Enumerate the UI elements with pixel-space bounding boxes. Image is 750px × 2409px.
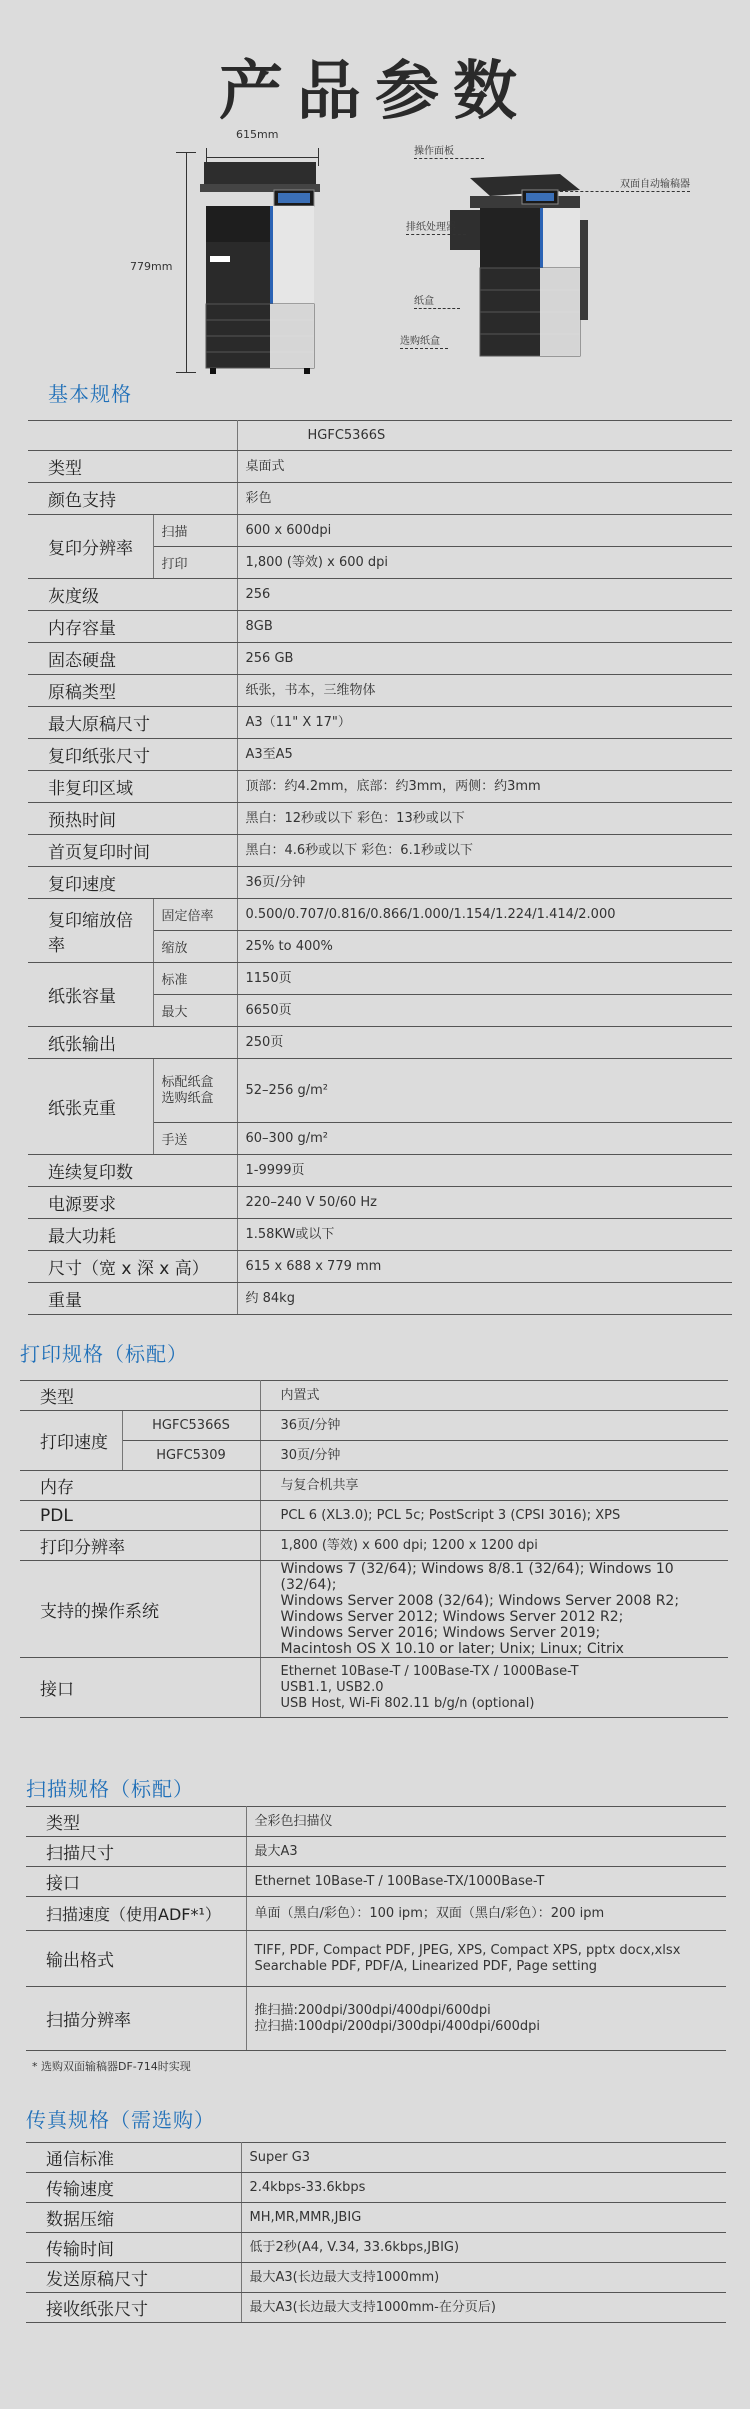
- spec-label: 纸张克重: [28, 1059, 153, 1155]
- spec-value: 8GB: [237, 611, 732, 643]
- spec-label: 接口: [26, 1867, 246, 1897]
- spec-value: 250页: [237, 1027, 732, 1059]
- spec-label: 类型: [20, 1381, 260, 1411]
- spec-value: 顶部：约4.2mm，底部：约3mm，两侧：约3mm: [237, 771, 732, 803]
- scan-footnote: * 选购双面输稿器DF-714时实现: [32, 2060, 191, 2073]
- spec-label: 连续复印数: [28, 1155, 237, 1187]
- spec-label: 打印分辨率: [20, 1531, 260, 1561]
- spec-label: 纸张容量: [28, 963, 153, 1027]
- product-illustration: [0, 120, 750, 375]
- spec-label: 复印速度: [28, 867, 237, 899]
- spec-value: MH,MR,MMR,JBIG: [241, 2203, 726, 2233]
- spec-label: 纸张输出: [28, 1027, 237, 1059]
- spec-value: 黑白：12秒或以下 彩色：13秒或以下: [237, 803, 732, 835]
- fax-spec-table: [26, 2142, 726, 2323]
- spec-value: 约 84kg: [237, 1283, 732, 1315]
- spec-value: 1,800 (等效) x 600 dpi; 1200 x 1200 dpi: [260, 1531, 728, 1561]
- height-dimension-label: 779mm: [130, 260, 173, 273]
- spec-value: Ethernet 10Base-T / 100Base-TX / 1000Base-T USB1.1, USB2.0 USB Host, Wi-Fi 802.11 b/g/n (optional): [260, 1658, 728, 1718]
- spec-label: 非复印区域: [28, 771, 237, 803]
- spec-value: 最大A3: [246, 1837, 726, 1867]
- spec-label: 预热时间: [28, 803, 237, 835]
- spec-value: 0.500/0.707/0.816/0.866/1.000/1.154/1.224/1.414/2.000: [237, 899, 732, 931]
- spec-label: 首页复印时间: [28, 835, 237, 867]
- spec-value: 与复合机共享: [260, 1471, 728, 1501]
- spec-value: A3至A5: [237, 739, 732, 771]
- spec-value: 30页/分钟: [260, 1441, 728, 1471]
- spec-label: 支持的操作系统: [20, 1561, 260, 1658]
- spec-label: 扫描分辨率: [26, 1987, 246, 2051]
- spec-label: 内存容量: [28, 611, 237, 643]
- spec-label: 发送原稿尺寸: [26, 2263, 241, 2293]
- spec-label: 传输时间: [26, 2233, 241, 2263]
- print-spec-table: [20, 1380, 728, 1718]
- spec-sublabel: 手送: [153, 1123, 237, 1155]
- spec-value: 纸张，书本，三维物体: [237, 675, 732, 707]
- spec-label: 固态硬盘: [28, 643, 237, 675]
- spec-value: 内置式: [260, 1381, 728, 1411]
- spec-sublabel: 扫描: [153, 515, 237, 547]
- spec-label: 类型: [28, 451, 237, 483]
- callout-adf: 双面自动输稿器: [560, 175, 690, 192]
- spec-label: 接收纸张尺寸: [26, 2293, 241, 2323]
- spec-value: 220–240 V 50/60 Hz: [237, 1187, 732, 1219]
- spec-value: 单面（黑白/彩色）：100 ipm；双面（黑白/彩色）：200 ipm: [246, 1897, 726, 1931]
- model-header: HGFC5366S: [237, 421, 732, 451]
- spec-value: 1-9999页: [237, 1155, 732, 1187]
- spec-label: 颜色支持: [28, 483, 237, 515]
- spec-sublabel: HGFC5366S: [122, 1411, 260, 1441]
- spec-value: 最大A3(长边最大支持1000mm): [241, 2263, 726, 2293]
- spec-value: 256 GB: [237, 643, 732, 675]
- spec-label: 灰度级: [28, 579, 237, 611]
- section-title-basic: 基本规格: [48, 382, 132, 406]
- spec-value: PCL 6 (XL3.0); PCL 5c; PostScript 3 (CPSI 3016); XPS: [260, 1501, 728, 1531]
- callout-control-panel: 操作面板: [414, 142, 484, 159]
- spec-value: 1,800 (等效) x 600 dpi: [237, 547, 732, 579]
- spec-sublabel: 标配纸盒 选购纸盒: [153, 1059, 237, 1123]
- printer-angle-image: [440, 170, 590, 370]
- scan-spec-table: [26, 1806, 726, 2051]
- spec-value: 桌面式: [237, 451, 732, 483]
- spec-value: 36页/分钟: [237, 867, 732, 899]
- spec-value: Ethernet 10Base-T / 100Base-TX/1000Base-T: [246, 1867, 726, 1897]
- spec-label: 扫描速度（使用ADF*¹）: [26, 1897, 246, 1931]
- spec-value: 低于2秒(A4, V.34, 33.6kbps,JBIG): [241, 2233, 726, 2263]
- spec-label: 扫描尺寸: [26, 1837, 246, 1867]
- spec-label: 数据压缩: [26, 2203, 241, 2233]
- spec-value: 36页/分钟: [260, 1411, 728, 1441]
- spec-label: 复印缩放倍率: [28, 899, 153, 963]
- spec-sublabel: 打印: [153, 547, 237, 579]
- spec-label: 重量: [28, 1283, 237, 1315]
- spec-label: 尺寸（宽 x 深 x 高）: [28, 1251, 237, 1283]
- spec-sublabel: 固定倍率: [153, 899, 237, 931]
- spec-label: 最大原稿尺寸: [28, 707, 237, 739]
- spec-label: 通信标准: [26, 2143, 241, 2173]
- spec-value: 最大A3(长边最大支持1000mm-在分页后): [241, 2293, 726, 2323]
- callout-optional-tray: 选购纸盒: [400, 332, 448, 349]
- callout-paper-tray: 纸盒: [414, 292, 460, 309]
- page-title: 产品参数: [219, 55, 531, 129]
- section-title-fax: 传真规格（需选购）: [26, 2108, 215, 2132]
- spec-sublabel: 标准: [153, 963, 237, 995]
- spec-value: 1150页: [237, 963, 732, 995]
- spec-value: 黑白：4.6秒或以下 彩色：6.1秒或以下: [237, 835, 732, 867]
- spec-label: 原稿类型: [28, 675, 237, 707]
- spec-value: 60–300 g/m²: [237, 1123, 732, 1155]
- section-title-print: 打印规格（标配）: [20, 1342, 188, 1366]
- spec-label: 传输速度: [26, 2173, 241, 2203]
- basic-spec-table: [28, 420, 732, 1315]
- spec-cell: [28, 421, 237, 451]
- spec-value: TIFF, PDF, Compact PDF, JPEG, XPS, Compact XPS, pptx docx,xlsx Searchable PDF, PDF/A, Linearized PDF, Page setting: [246, 1931, 726, 1987]
- callout-finisher: 排纸处理器: [406, 218, 466, 235]
- spec-value: 25% to 400%: [237, 931, 732, 963]
- spec-value: Windows 7 (32/64); Windows 8/8.1 (32/64); Windows 10 (32/64); Windows Server 2008 (32/64); Windows Server 2008 R2; Windows Server 2012; Windows Server 2012 R2; Windows Server 2016; Windows Server 2019; Macintosh OS X 10.10 or later; Unix; Linux; Citrix: [260, 1561, 728, 1658]
- spec-value: 6650页: [237, 995, 732, 1027]
- spec-sublabel: 缩放: [153, 931, 237, 963]
- spec-sublabel: 最大: [153, 995, 237, 1027]
- spec-value: 1.58KW或以下: [237, 1219, 732, 1251]
- spec-value: 彩色: [237, 483, 732, 515]
- width-dimension-label: 615mm: [236, 128, 279, 141]
- spec-value: 推扫描:200dpi/300dpi/400dpi/600dpi 拉扫描:100dpi/200dpi/300dpi/400dpi/600dpi: [246, 1987, 726, 2051]
- spec-label: 复印分辨率: [28, 515, 153, 579]
- spec-value: A3（11" X 17"）: [237, 707, 732, 739]
- spec-value: 52–256 g/m²: [237, 1059, 732, 1123]
- spec-label: 内存: [20, 1471, 260, 1501]
- spec-label: 复印纸张尺寸: [28, 739, 237, 771]
- spec-value: 615 x 688 x 779 mm: [237, 1251, 732, 1283]
- spec-value: 全彩色扫描仪: [246, 1807, 726, 1837]
- section-title-scan: 扫描规格（标配）: [26, 1777, 194, 1801]
- spec-label: 接口: [20, 1658, 260, 1718]
- spec-label: 最大功耗: [28, 1219, 237, 1251]
- spec-value: Super G3: [241, 2143, 726, 2173]
- spec-label: 打印速度: [20, 1411, 122, 1471]
- spec-value: 256: [237, 579, 732, 611]
- spec-label: 电源要求: [28, 1187, 237, 1219]
- spec-label: 类型: [26, 1807, 246, 1837]
- spec-label: 输出格式: [26, 1931, 246, 1987]
- printer-front-image: [200, 160, 320, 375]
- spec-label: PDL: [20, 1501, 260, 1531]
- spec-sublabel: HGFC5309: [122, 1441, 260, 1471]
- spec-value: 600 x 600dpi: [237, 515, 732, 547]
- spec-value: 2.4kbps-33.6kbps: [241, 2173, 726, 2203]
